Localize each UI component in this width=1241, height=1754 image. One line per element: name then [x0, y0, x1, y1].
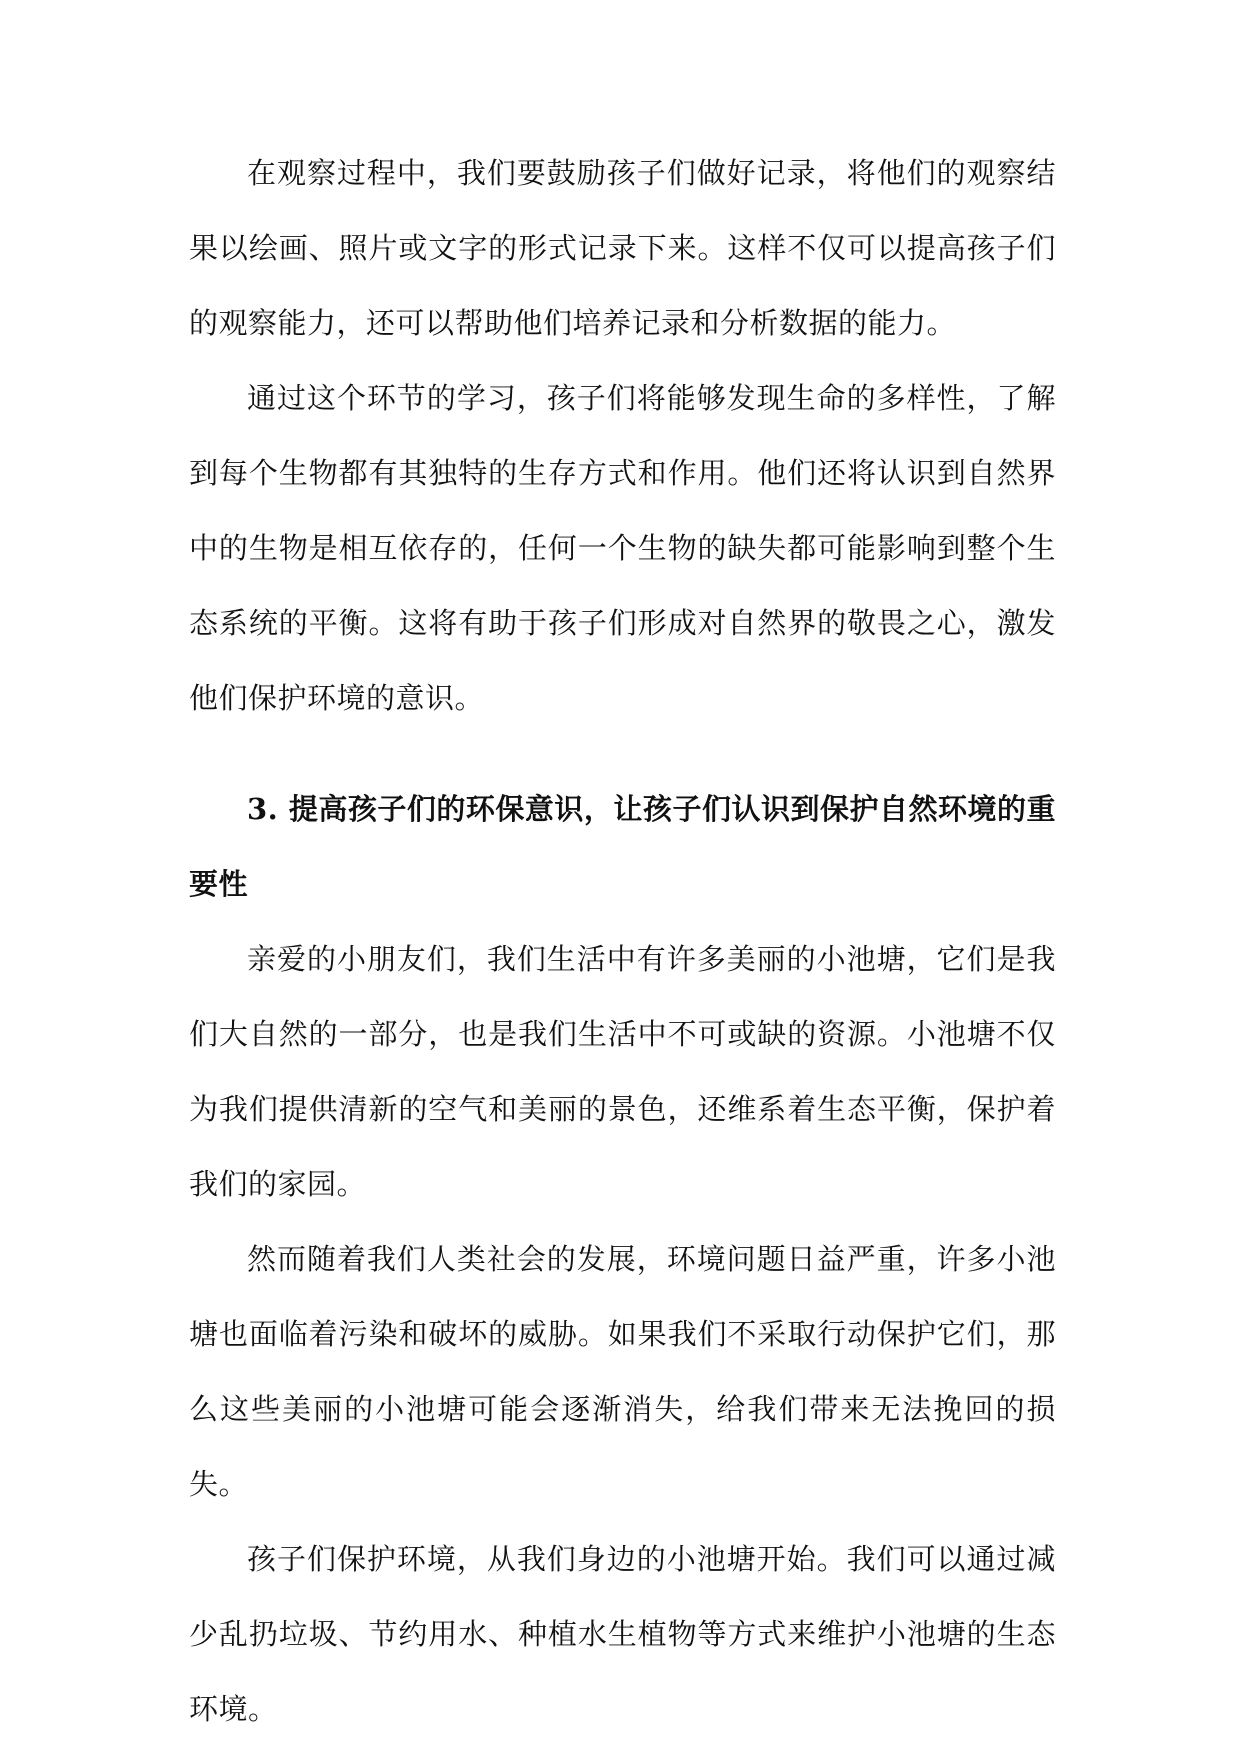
paragraph-recording: 在观察过程中，我们要鼓励孩子们做好记录，将他们的观察结果以绘画、照片或文字的形式记录下来。这样不仅可以提高孩子们的观察能力，还可以帮助他们培养记录和分析数据的能力。 [189, 156, 1056, 340]
paragraph-ponds: 亲爱的小朋友们，我们生活中有许多美丽的小池塘，它们是我们大自然的一部分，也是我们生活中不可或缺的资源。小池塘不仅为我们提供清新的空气和美丽的景色，还维系着生态平衡，保护着我们的家园。 [189, 942, 1056, 1201]
section-heading: 3. 提高孩子们的环保意识，让孩子们认识到保护自然环境的重要性 [189, 792, 1056, 901]
paragraph-protection: 孩子们保护环境，从我们身边的小池塘开始。我们可以通过减少乱扔垃圾、节约用水、种植水生植物等方式来维护小池塘的生态环境。 [189, 1542, 1056, 1726]
paragraph-diversity: 通过这个环节的学习，孩子们将能够发现生命的多样性，了解到每个生物都有其独特的生存方式和作用。他们还将认识到自然界中的生物是相互依存的，任何一个生物的缺失都可能影响到整个生态系统的平衡。这将有助于孩子们形成对自然界的敬畏之心，激发他们保护环境的意识。 [189, 381, 1056, 715]
document-page [189, 136, 1056, 1747]
paragraph-threats: 然而随着我们人类社会的发展，环境问题日益严重，许多小池塘也面临着污染和破坏的威胁。如果我们不采取行动保护它们，那么这些美丽的小池塘可能会逐渐消失，给我们带来无法挽回的损失。 [189, 1242, 1056, 1501]
